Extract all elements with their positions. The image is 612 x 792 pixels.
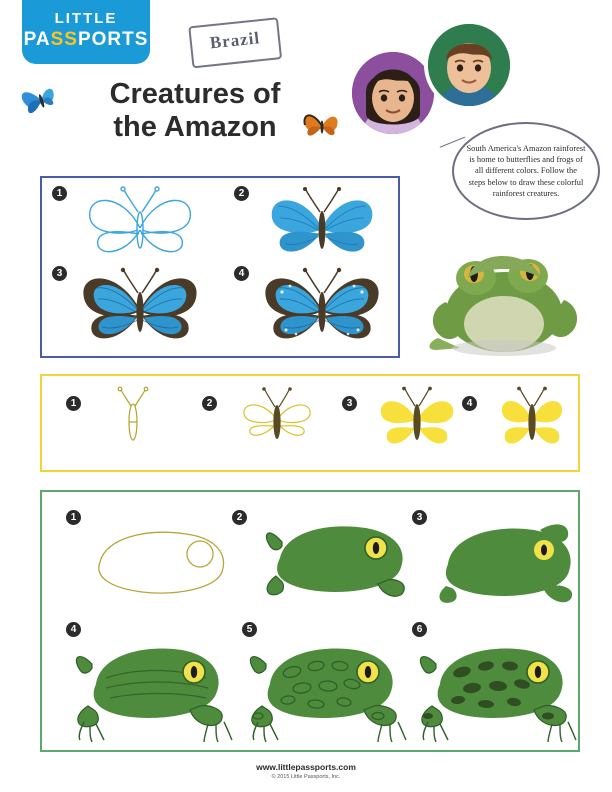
logo-ports: PORTS [77, 29, 149, 50]
frog-step-4-legs-added [66, 630, 246, 742]
blue-butterfly-icon [18, 76, 64, 122]
step-number: 3 [342, 396, 357, 411]
frog-step-2-body-and-eye [252, 512, 422, 608]
step-number: 3 [412, 510, 427, 525]
brazil-stamp-label: Brazil [188, 17, 282, 68]
frog-step-3-silhouette [424, 512, 584, 608]
speech-bubble-tail [434, 121, 466, 146]
step-number: 3 [52, 266, 67, 281]
footer-website-url[interactable]: www.littlepassports.com [256, 762, 356, 772]
avatar-boy [424, 20, 514, 110]
page-title-line-2: the Amazon [113, 111, 277, 144]
step-number: 5 [242, 622, 257, 637]
speech-bubble-text: South America's Amazon rainforest is home to butterflies and frogs of all different colors. Follow the steps below to draw these colorful rainforest creatures. [466, 144, 586, 198]
page-title-line-1: Creatures of [109, 78, 281, 110]
orange-butterfly-icon [300, 106, 344, 146]
step-number: 6 [412, 622, 427, 637]
step-number: 1 [66, 396, 81, 411]
logo-ss: SS [50, 29, 78, 50]
step-number: 2 [234, 186, 249, 201]
boy-portrait-icon [428, 24, 510, 106]
butterfly-step-3-dark-edges [64, 262, 216, 350]
speech-bubble [452, 122, 600, 220]
step-number: 4 [234, 266, 249, 281]
step-number: 2 [202, 396, 217, 411]
footer-copyright: © 2015 Little Passports, Inc. [271, 774, 341, 780]
yellow-butterfly-step-2-wings-outline [222, 386, 332, 460]
footer [0, 762, 612, 780]
butterfly-step-2-blue-fill [252, 184, 392, 264]
little-passports-logo [22, 0, 150, 64]
girl-portrait-icon [352, 52, 434, 134]
step-number: 4 [462, 396, 477, 411]
yellow-butterfly-step-1-body [88, 386, 178, 460]
frog-step-5-outlined-spots [240, 630, 420, 742]
frog-photo [424, 222, 586, 362]
logo-line-1: LITTLE [54, 10, 118, 27]
logo-line-2 [22, 29, 150, 51]
panel-blue-butterfly [40, 176, 400, 358]
butterfly-step-4-finished [246, 262, 398, 350]
frog-step-6-finished [410, 630, 590, 742]
step-number: 1 [66, 510, 81, 525]
panel-frog [40, 490, 580, 752]
logo-pa: PA [23, 29, 51, 50]
panel-yellow-butterfly [40, 374, 580, 472]
yellow-butterfly-step-3-filled [362, 386, 472, 464]
step-number: 4 [66, 622, 81, 637]
yellow-butterfly-step-4-finished [482, 386, 582, 464]
frog-step-1-outline [82, 520, 242, 606]
brazil-stamp [188, 18, 278, 65]
page-title [60, 78, 330, 145]
step-number: 1 [52, 186, 67, 201]
butterfly-step-1-outline [70, 184, 210, 264]
step-number: 2 [232, 510, 247, 525]
